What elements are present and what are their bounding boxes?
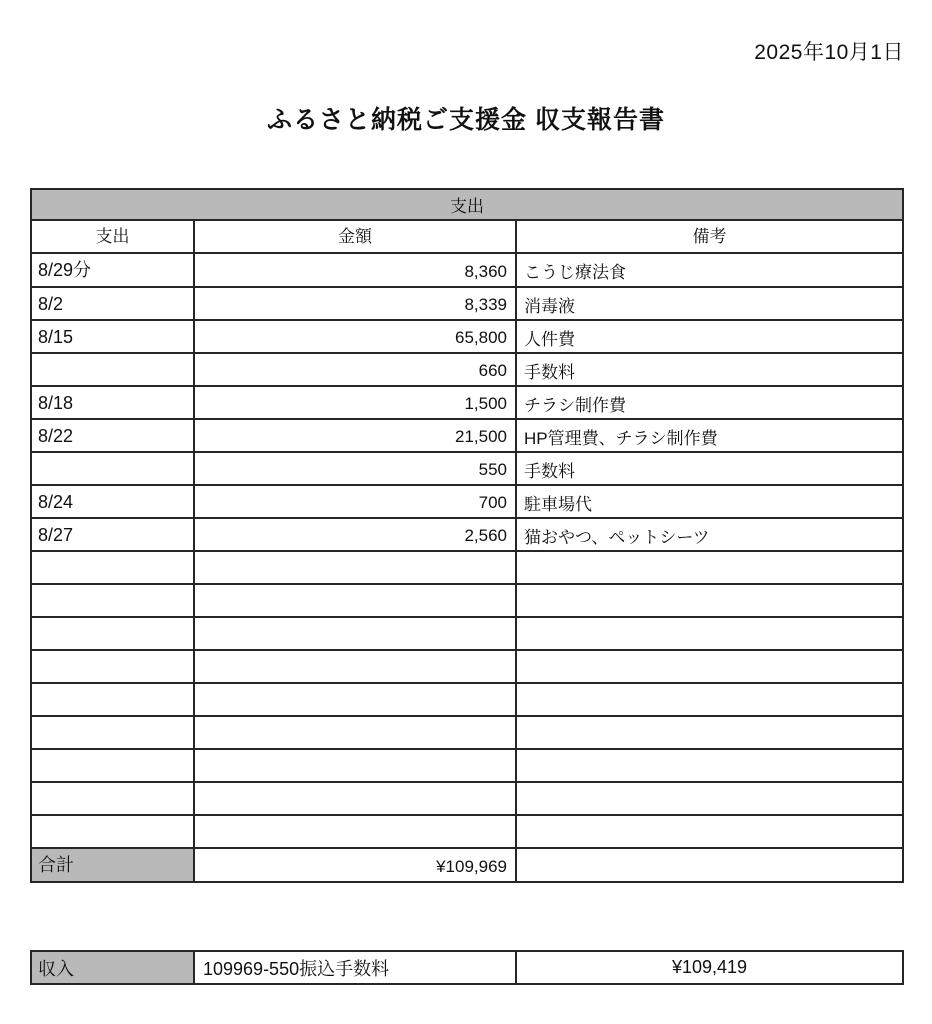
expense-note-cell: 猫おやつ、ペットシーツ <box>516 518 903 551</box>
expense-date-cell: 8/22 <box>31 419 194 452</box>
expense-note-cell: HP管理費、チラシ制作費 <box>516 419 903 452</box>
expense-amount-cell: 2,560 <box>194 518 516 551</box>
expense-row <box>31 253 903 287</box>
expense-empty-row <box>31 782 903 815</box>
expense-empty-row <box>31 815 903 848</box>
column-header-amount: 金額 <box>194 220 516 253</box>
expense-date-cell <box>31 584 194 617</box>
expense-amount-cell: 660 <box>194 353 516 386</box>
expense-row <box>31 452 903 485</box>
expense-row <box>31 419 903 452</box>
total-label: 合計 <box>31 848 194 882</box>
income-amount: ¥109,419 <box>516 951 903 984</box>
expense-amount-cell <box>194 782 516 815</box>
expense-row <box>31 518 903 551</box>
expense-note-cell <box>516 716 903 749</box>
expense-section-header: 支出 <box>31 189 903 220</box>
expense-amount-cell: 700 <box>194 485 516 518</box>
expense-section-header-row <box>31 189 903 220</box>
expense-row <box>31 287 903 320</box>
expense-note-cell <box>516 551 903 584</box>
expense-date-cell <box>31 782 194 815</box>
expense-note-cell: 人件費 <box>516 320 903 353</box>
expense-amount-cell <box>194 683 516 716</box>
expense-date-cell: 8/29分 <box>31 253 194 287</box>
expense-row <box>31 386 903 419</box>
expense-table-body <box>31 253 903 848</box>
income-label: 収入 <box>31 951 194 984</box>
expense-note-cell: 手数料 <box>516 452 903 485</box>
expense-total-row <box>31 848 903 882</box>
expense-empty-row <box>31 749 903 782</box>
expense-table <box>30 188 904 883</box>
income-table <box>30 950 904 985</box>
expense-note-cell <box>516 815 903 848</box>
expense-column-header-row <box>31 220 903 253</box>
expense-amount-cell <box>194 650 516 683</box>
expense-empty-row <box>31 551 903 584</box>
expense-amount-cell: 8,360 <box>194 253 516 287</box>
expense-amount-cell: 21,500 <box>194 419 516 452</box>
expense-note-cell <box>516 584 903 617</box>
total-amount: ¥109,969 <box>194 848 516 882</box>
report-date: 2025年10月1日 <box>754 41 904 64</box>
expense-amount-cell: 550 <box>194 452 516 485</box>
expense-date-cell: 8/27 <box>31 518 194 551</box>
expense-date-cell <box>31 452 194 485</box>
expense-date-cell: 8/24 <box>31 485 194 518</box>
expense-amount-cell <box>194 749 516 782</box>
total-note-cell <box>516 848 903 882</box>
expense-amount-cell <box>194 551 516 584</box>
expense-note-cell: 駐車場代 <box>516 485 903 518</box>
expense-amount-cell: 1,500 <box>194 386 516 419</box>
income-description: 109969-550振込手数料 <box>194 951 516 984</box>
expense-empty-row <box>31 683 903 716</box>
expense-date-cell <box>31 815 194 848</box>
expense-empty-row <box>31 650 903 683</box>
expense-row <box>31 485 903 518</box>
column-header-expense: 支出 <box>31 220 194 253</box>
expense-date-cell <box>31 716 194 749</box>
expense-note-cell <box>516 782 903 815</box>
expense-amount-cell <box>194 617 516 650</box>
expense-date-cell <box>31 617 194 650</box>
expense-row <box>31 320 903 353</box>
expense-note-cell <box>516 683 903 716</box>
expense-note-cell: こうじ療法食 <box>516 253 903 287</box>
expense-date-cell <box>31 353 194 386</box>
expense-note-cell: 手数料 <box>516 353 903 386</box>
expense-row <box>31 353 903 386</box>
expense-date-cell: 8/18 <box>31 386 194 419</box>
expense-date-cell: 8/2 <box>31 287 194 320</box>
expense-amount-cell: 8,339 <box>194 287 516 320</box>
expense-amount-cell <box>194 716 516 749</box>
expense-note-cell <box>516 617 903 650</box>
expense-note-cell <box>516 749 903 782</box>
expense-date-cell: 8/15 <box>31 320 194 353</box>
expense-note-cell: 消毒液 <box>516 287 903 320</box>
expense-date-cell <box>31 683 194 716</box>
expense-date-cell <box>31 551 194 584</box>
expense-amount-cell <box>194 815 516 848</box>
column-header-note: 備考 <box>516 220 903 253</box>
report-title: ふるさと納税ご支援金 収支報告書 <box>267 106 665 134</box>
expense-date-cell <box>31 650 194 683</box>
expense-empty-row <box>31 617 903 650</box>
income-row <box>31 951 903 984</box>
expense-empty-row <box>31 716 903 749</box>
expense-note-cell: チラシ制作費 <box>516 386 903 419</box>
expense-note-cell <box>516 650 903 683</box>
expense-empty-row <box>31 584 903 617</box>
expense-date-cell <box>31 749 194 782</box>
expense-amount-cell: 65,800 <box>194 320 516 353</box>
expense-amount-cell <box>194 584 516 617</box>
